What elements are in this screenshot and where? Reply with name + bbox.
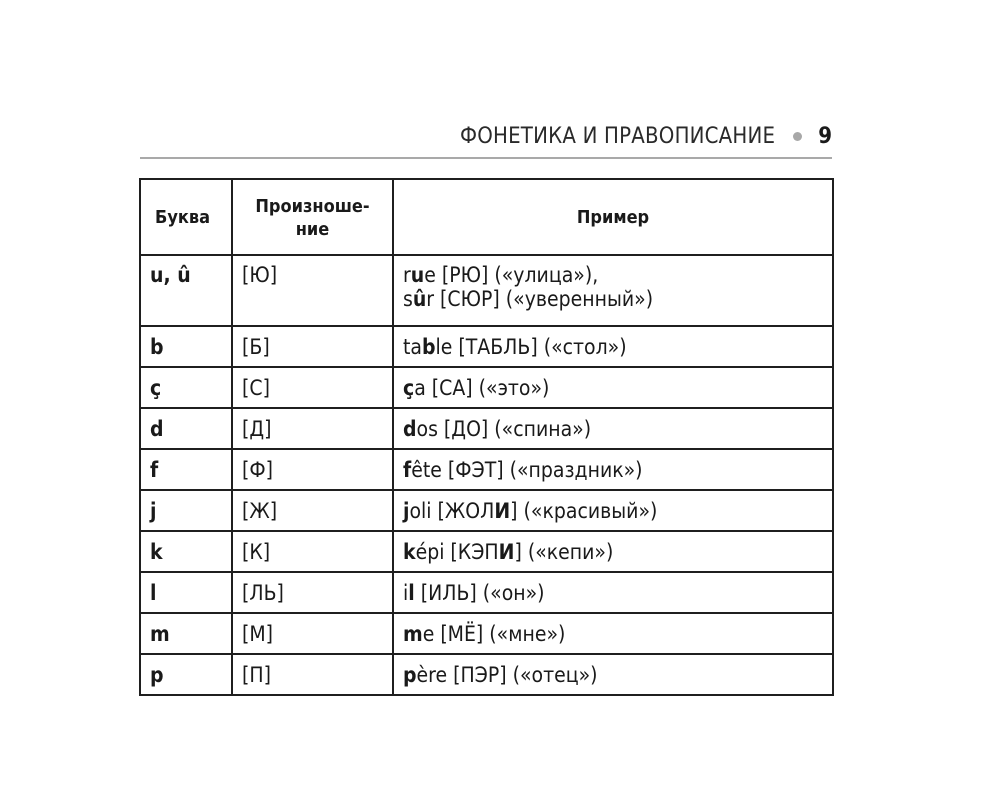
example-text: s — [403, 287, 413, 311]
pronunciation-cell: [Д] — [232, 408, 393, 449]
example-text: le [ТАБЛЬ] («стол») — [435, 334, 627, 359]
table-row — [140, 408, 833, 449]
example-highlight: û — [412, 287, 427, 311]
letter-cell: l — [140, 572, 232, 613]
example-cell — [393, 490, 833, 531]
example-text: [ИЛЬ] («он») — [414, 580, 545, 605]
example-highlight: b — [421, 334, 436, 359]
table-row — [140, 531, 833, 572]
pronunciation-cell: [Ф] — [232, 449, 393, 490]
example-text: os [ДО] («спина») — [416, 416, 592, 441]
pronunciation-cell: [М] — [232, 613, 393, 654]
example-highlight: l — [408, 580, 415, 605]
letter-cell: k — [140, 531, 232, 572]
table-row — [140, 367, 833, 408]
column-header-pronunciation-line-2: ние — [295, 219, 330, 240]
letter-cell: p — [140, 654, 232, 695]
letter-cell: u, û — [140, 255, 232, 326]
example-text: ère [ПЭР] («отец») — [416, 662, 598, 687]
example-cell — [393, 572, 833, 613]
pronunciation-cell: [П] — [232, 654, 393, 695]
table-row — [140, 654, 833, 695]
letter-cell: m — [140, 613, 232, 654]
example-text: épi [КЭП — [415, 539, 499, 564]
example-highlight: m — [403, 621, 423, 646]
example-text: oli [ЖОЛ — [409, 498, 495, 523]
example-cell — [393, 613, 833, 654]
example-text: ] («красивый») — [510, 498, 658, 523]
example-highlight: u — [410, 263, 425, 287]
example-text: ta — [403, 334, 422, 359]
page-header — [140, 124, 832, 158]
table-row — [140, 449, 833, 490]
example-text: r [СЮР] («уверенный») — [426, 287, 654, 311]
column-header-pronunciation-line-1: Произноше- — [255, 196, 370, 217]
pronunciation-cell: [Б] — [232, 326, 393, 367]
table-row — [140, 613, 833, 654]
pronunciation-cell: [Ю] — [232, 255, 393, 326]
table-body — [140, 255, 833, 695]
example-cell — [393, 326, 833, 367]
bullet-icon — [793, 132, 802, 141]
column-header-example: Пример — [393, 179, 833, 255]
table-row — [140, 572, 833, 613]
example-cell — [393, 255, 833, 326]
example-text: ] («кепи») — [514, 539, 614, 564]
header-text — [460, 124, 832, 149]
column-header-letter: Буква — [140, 179, 232, 255]
pronunciation-cell: [К] — [232, 531, 393, 572]
letter-cell: f — [140, 449, 232, 490]
pronunciation-cell: [С] — [232, 367, 393, 408]
pronunciation-cell: [ЛЬ] — [232, 572, 393, 613]
example-highlight: И — [494, 498, 511, 523]
example-highlight: p — [403, 662, 417, 687]
example-text: e [МЁ] («мне») — [422, 621, 566, 646]
table-row — [140, 490, 833, 531]
example-text: r — [403, 263, 411, 287]
phonetics-table — [139, 178, 834, 696]
letter-cell: j — [140, 490, 232, 531]
column-header-pronunciation — [232, 179, 393, 255]
example-cell — [393, 531, 833, 572]
header-rule — [140, 157, 832, 159]
example-cell — [393, 449, 833, 490]
example-highlight: f — [403, 457, 412, 482]
example-cell — [393, 408, 833, 449]
example-text: e [РЮ] («улица»), — [424, 263, 599, 287]
example-highlight: ç — [403, 375, 415, 400]
example-highlight: И — [498, 539, 515, 564]
page-number: 9 — [818, 124, 832, 149]
letter-cell: d — [140, 408, 232, 449]
example-text: i — [403, 580, 409, 605]
example-highlight: d — [403, 416, 417, 441]
section-title: ФОНЕТИКА И ПРАВОПИСАНИЕ — [460, 124, 776, 149]
table-row — [140, 326, 833, 367]
letter-cell: ç — [140, 367, 232, 408]
example-text: a [СА] («это») — [414, 375, 550, 400]
example-highlight: j — [403, 498, 410, 523]
example-cell — [393, 367, 833, 408]
example-highlight: k — [403, 539, 416, 564]
example-cell — [393, 654, 833, 695]
pronunciation-cell: [Ж] — [232, 490, 393, 531]
table-header-row — [140, 179, 833, 255]
letter-cell: b — [140, 326, 232, 367]
table-row — [140, 255, 833, 326]
example-text: ête [ФЭТ] («праздник») — [411, 457, 643, 482]
